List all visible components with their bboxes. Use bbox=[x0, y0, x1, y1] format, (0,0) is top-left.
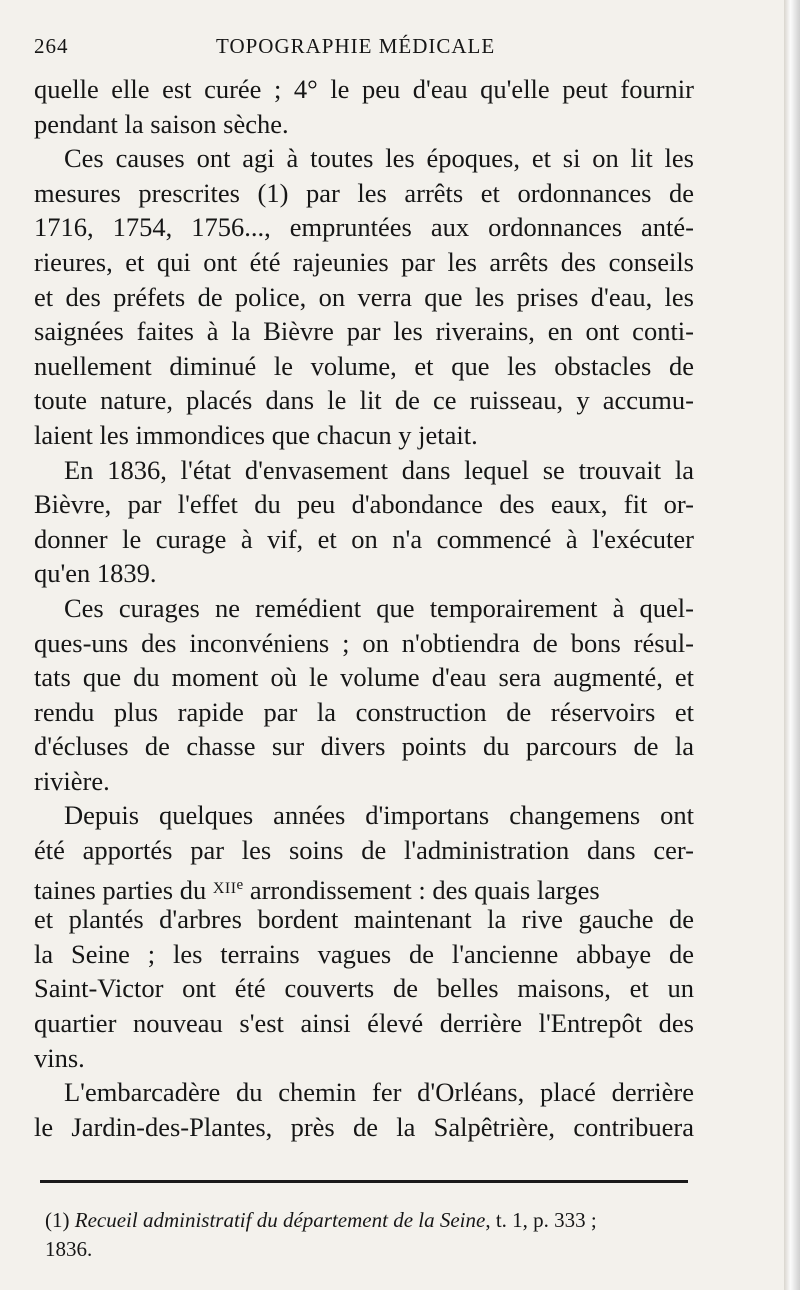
page-number: 264 bbox=[34, 34, 69, 58]
text-line bbox=[34, 868, 694, 903]
text-line: mesures prescrites (1) par les arrêts et ordonnances de bbox=[34, 177, 694, 208]
paragraph-start: Ces curages ne remédient que temporairement à quel- bbox=[64, 592, 694, 623]
footnote bbox=[45, 1206, 691, 1264]
text-line: quelle elle est curée ; 4° le peu d'eau qu'elle peut fournir bbox=[34, 74, 694, 104]
footnote-rule bbox=[40, 1180, 688, 1183]
text-segment: taines parties du bbox=[34, 874, 213, 905]
running-title: TOPOGRAPHIE MÉDICALE bbox=[216, 34, 496, 58]
ordinal-numeral: XII bbox=[212, 879, 237, 897]
paragraph-start: Depuis quelques années d'importans changemens ont bbox=[64, 800, 694, 831]
footnote-year: 1836. bbox=[45, 1237, 93, 1261]
text-line: qu'en 1839. bbox=[34, 558, 157, 589]
running-header bbox=[34, 34, 694, 64]
text-line: pendant la saison sèche. bbox=[34, 108, 289, 139]
text-line: et plantés d'arbres bordent maintenant la rive gauche de bbox=[34, 904, 694, 935]
paragraph-start: L'embarcadère du chemin fer d'Orléans, placé derrière bbox=[64, 1077, 694, 1108]
text-line: rendu plus rapide par la construction de réservoirs et bbox=[34, 696, 694, 727]
text-line: la Seine ; les terrains vagues de l'ancienne abbaye de bbox=[34, 938, 694, 969]
footnote-marker: (1) bbox=[45, 1208, 70, 1232]
text-line: tats que du moment où le volume d'eau sera augmenté, et bbox=[34, 662, 694, 693]
ordinal-suffix: e bbox=[236, 876, 244, 893]
text-line: saignées faites à la Bièvre par les riverains, en ont conti- bbox=[34, 316, 694, 347]
text-line: toute nature, placés dans le lit de ce ruisseau, y accumu- bbox=[34, 385, 694, 416]
text-line: été apportés par les soins de l'administration dans cer- bbox=[34, 835, 694, 866]
text-line: rieures, et qui ont été rajeunies par les arrêts des conseils bbox=[34, 246, 694, 277]
footnote-title: Recueil administratif du département de la Seine bbox=[74, 1208, 486, 1232]
body-text bbox=[34, 72, 694, 1144]
text-line: Bièvre, par l'effet du peu d'abondance des eaux, fit or- bbox=[34, 489, 694, 520]
text-line: laient les immondices que chacun y jetait. bbox=[34, 419, 478, 450]
text-line: quartier nouveau s'est ainsi élevé derrière l'Entrepôt des bbox=[34, 1008, 694, 1039]
page-edge bbox=[784, 0, 800, 1290]
text-line: et des préfets de police, on verra que les prises d'eau, les bbox=[34, 281, 694, 312]
text-line: d'écluses de chasse sur divers points du parcours de la bbox=[34, 731, 694, 762]
text-line: le Jardin-des-Plantes, près de la Salpêtrière, contribuera bbox=[34, 1111, 694, 1142]
text-line: vins. bbox=[34, 1042, 85, 1073]
text-line: ques-uns des inconvéniens ; on n'obtiendra de bons résul- bbox=[34, 627, 694, 658]
text-line: donner le curage à vif, et on n'a commencé à l'exécuter bbox=[34, 523, 694, 554]
text-line: rivière. bbox=[34, 765, 110, 796]
paragraph-start: Ces causes ont agi à toutes les époques, et si on lit les bbox=[64, 143, 694, 174]
footnote-reference: , t. 1, p. 333 ; bbox=[485, 1208, 597, 1232]
text-line: 1716, 1754, 1756..., empruntées aux ordonnances anté- bbox=[34, 212, 694, 243]
text-line: Saint-Victor ont été couverts de belles maisons, et un bbox=[34, 973, 694, 1004]
text-segment: arrondissement : des quais larges bbox=[249, 874, 600, 905]
text-line: nuellement diminué le volume, et que les obstacles de bbox=[34, 350, 694, 381]
paragraph-start: En 1836, l'état d'envasement dans lequel se trouvait la bbox=[64, 454, 694, 485]
